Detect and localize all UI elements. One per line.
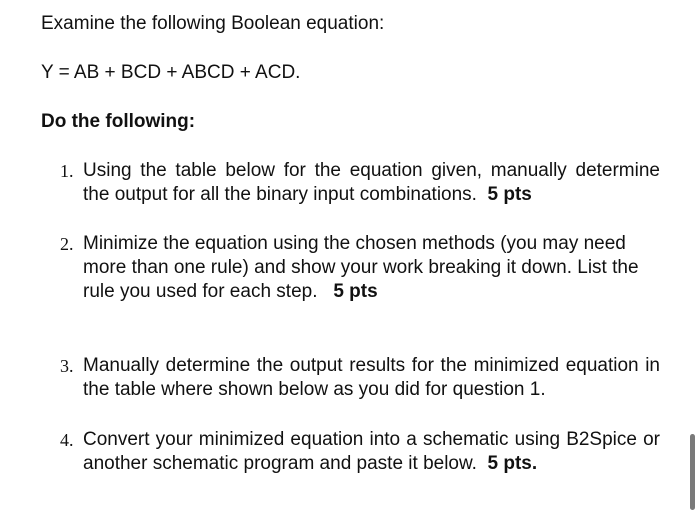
list-item-number: 1. [60, 161, 74, 181]
points-label: 5 pts [487, 184, 532, 205]
list-item-text: Minimize the equation using the chosen methods (you may need more than one rule) and show your work breaking it down. List the rule you used for each step. [83, 233, 639, 302]
list-item-number: 2. [60, 234, 74, 254]
list-item-body [83, 428, 660, 476]
list-item-number: 3. [60, 356, 74, 376]
list-item-body [83, 159, 660, 207]
list-item-body [83, 232, 660, 304]
scrollbar-thumb[interactable] [690, 434, 695, 510]
points-label: 5 pts. [487, 453, 538, 474]
list-item-text: Manually determine the output results for the minimized equation in the table where shown below as you did for question 1. [83, 355, 660, 400]
list-item [60, 428, 660, 476]
list-item-number: 4. [60, 430, 74, 450]
list-item [60, 232, 660, 304]
intro-text: Examine the following Boolean equation: [41, 13, 385, 34]
points-label: 5 pts [333, 281, 378, 302]
list-item [60, 354, 660, 402]
boolean-equation: Y = AB + BCD + ABCD + ACD. [41, 62, 301, 83]
list-item [60, 159, 660, 207]
list-item-text: Using the table below for the equation given, manually determine the output for all the binary input combinations. [83, 160, 660, 205]
instructions-heading: Do the following: [41, 111, 196, 132]
list-item-text: Convert your minimized equation into a schematic using B2Spice or another schematic program and paste it below. [83, 429, 660, 474]
list-item-body [83, 354, 660, 402]
